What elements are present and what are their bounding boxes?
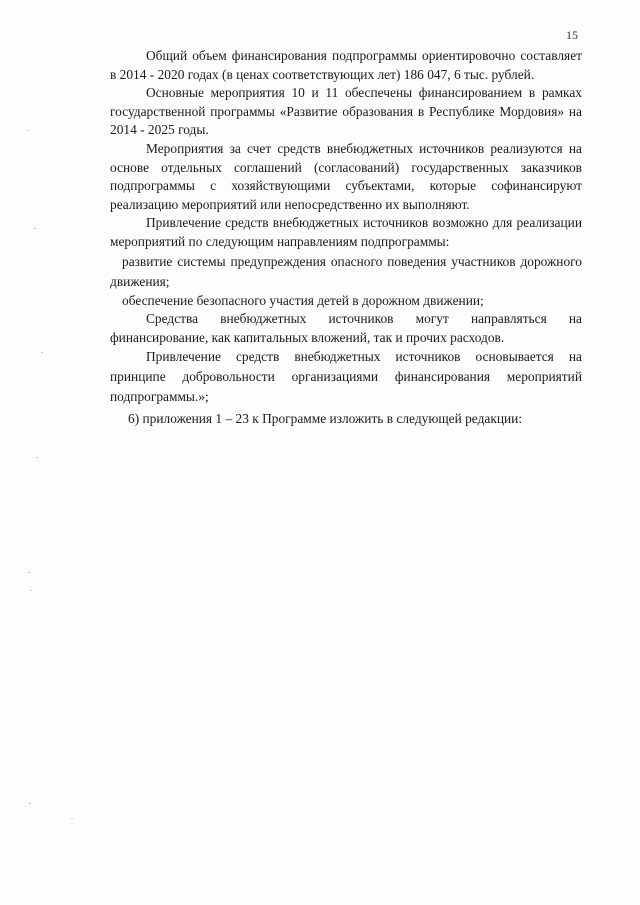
list-item-direction-1: развитие системы предупреждения опасного поведения участников дорожного движения; (110, 253, 582, 289)
paragraph-events-10-11: Основные мероприятия 10 и 11 обеспечены финансированием в рамках государственной программы «Развитие образования в Республике Мордовия» на 2014 - 2025 годы. (110, 85, 582, 138)
scan-speck (34, 228, 36, 229)
paragraph-attraction-directions: Привлечение средств внебюджетных источников возможно для реализации мероприятий по следующим направлениям подпрограммы: (110, 215, 582, 249)
scan-speck (28, 572, 30, 573)
paragraph-appendices: 6) приложения 1 – 23 к Программе изложить в следующей редакции: (128, 411, 523, 427)
page-number: 15 (566, 28, 578, 42)
scan-speck (30, 590, 32, 591)
paragraph-extrabudgetary-events: Мероприятия за счет средств внебюджетных источников реализуются на основе отдельных соглашений (согласований) государственных заказчиков подпрограммы с хозяйствующими субъектами, которые софинансируют реализацию мероприятий или непосредственно их выполняют. (110, 140, 582, 212)
scan-speck (27, 130, 29, 131)
scan-speck (29, 803, 31, 804)
list-item-direction-2: обеспечение безопасного участия детей в дорожном движении; (122, 292, 484, 308)
paragraph-funds-direction: Средства внебюджетных источников могут направляться на финансирование, как капитальных вложений, так и прочих расходов. (110, 311, 582, 345)
paragraph-financing-volume: Общий объем финансирования подпрограммы ориентировочно составляет в 2014 - 2020 годах (в ценах соответствующих лет) 186 047, 6 тыс. рублей. (110, 48, 582, 82)
document-body (110, 47, 582, 429)
scan-speck (41, 352, 43, 353)
scan-speck (36, 457, 38, 458)
scan-speck (71, 818, 73, 819)
paragraph-voluntariness: Привлечение средств внебюджетных источников основывается на принципе добровольности организациями финансирования мероприятий подпрограммы.»; (110, 349, 582, 405)
